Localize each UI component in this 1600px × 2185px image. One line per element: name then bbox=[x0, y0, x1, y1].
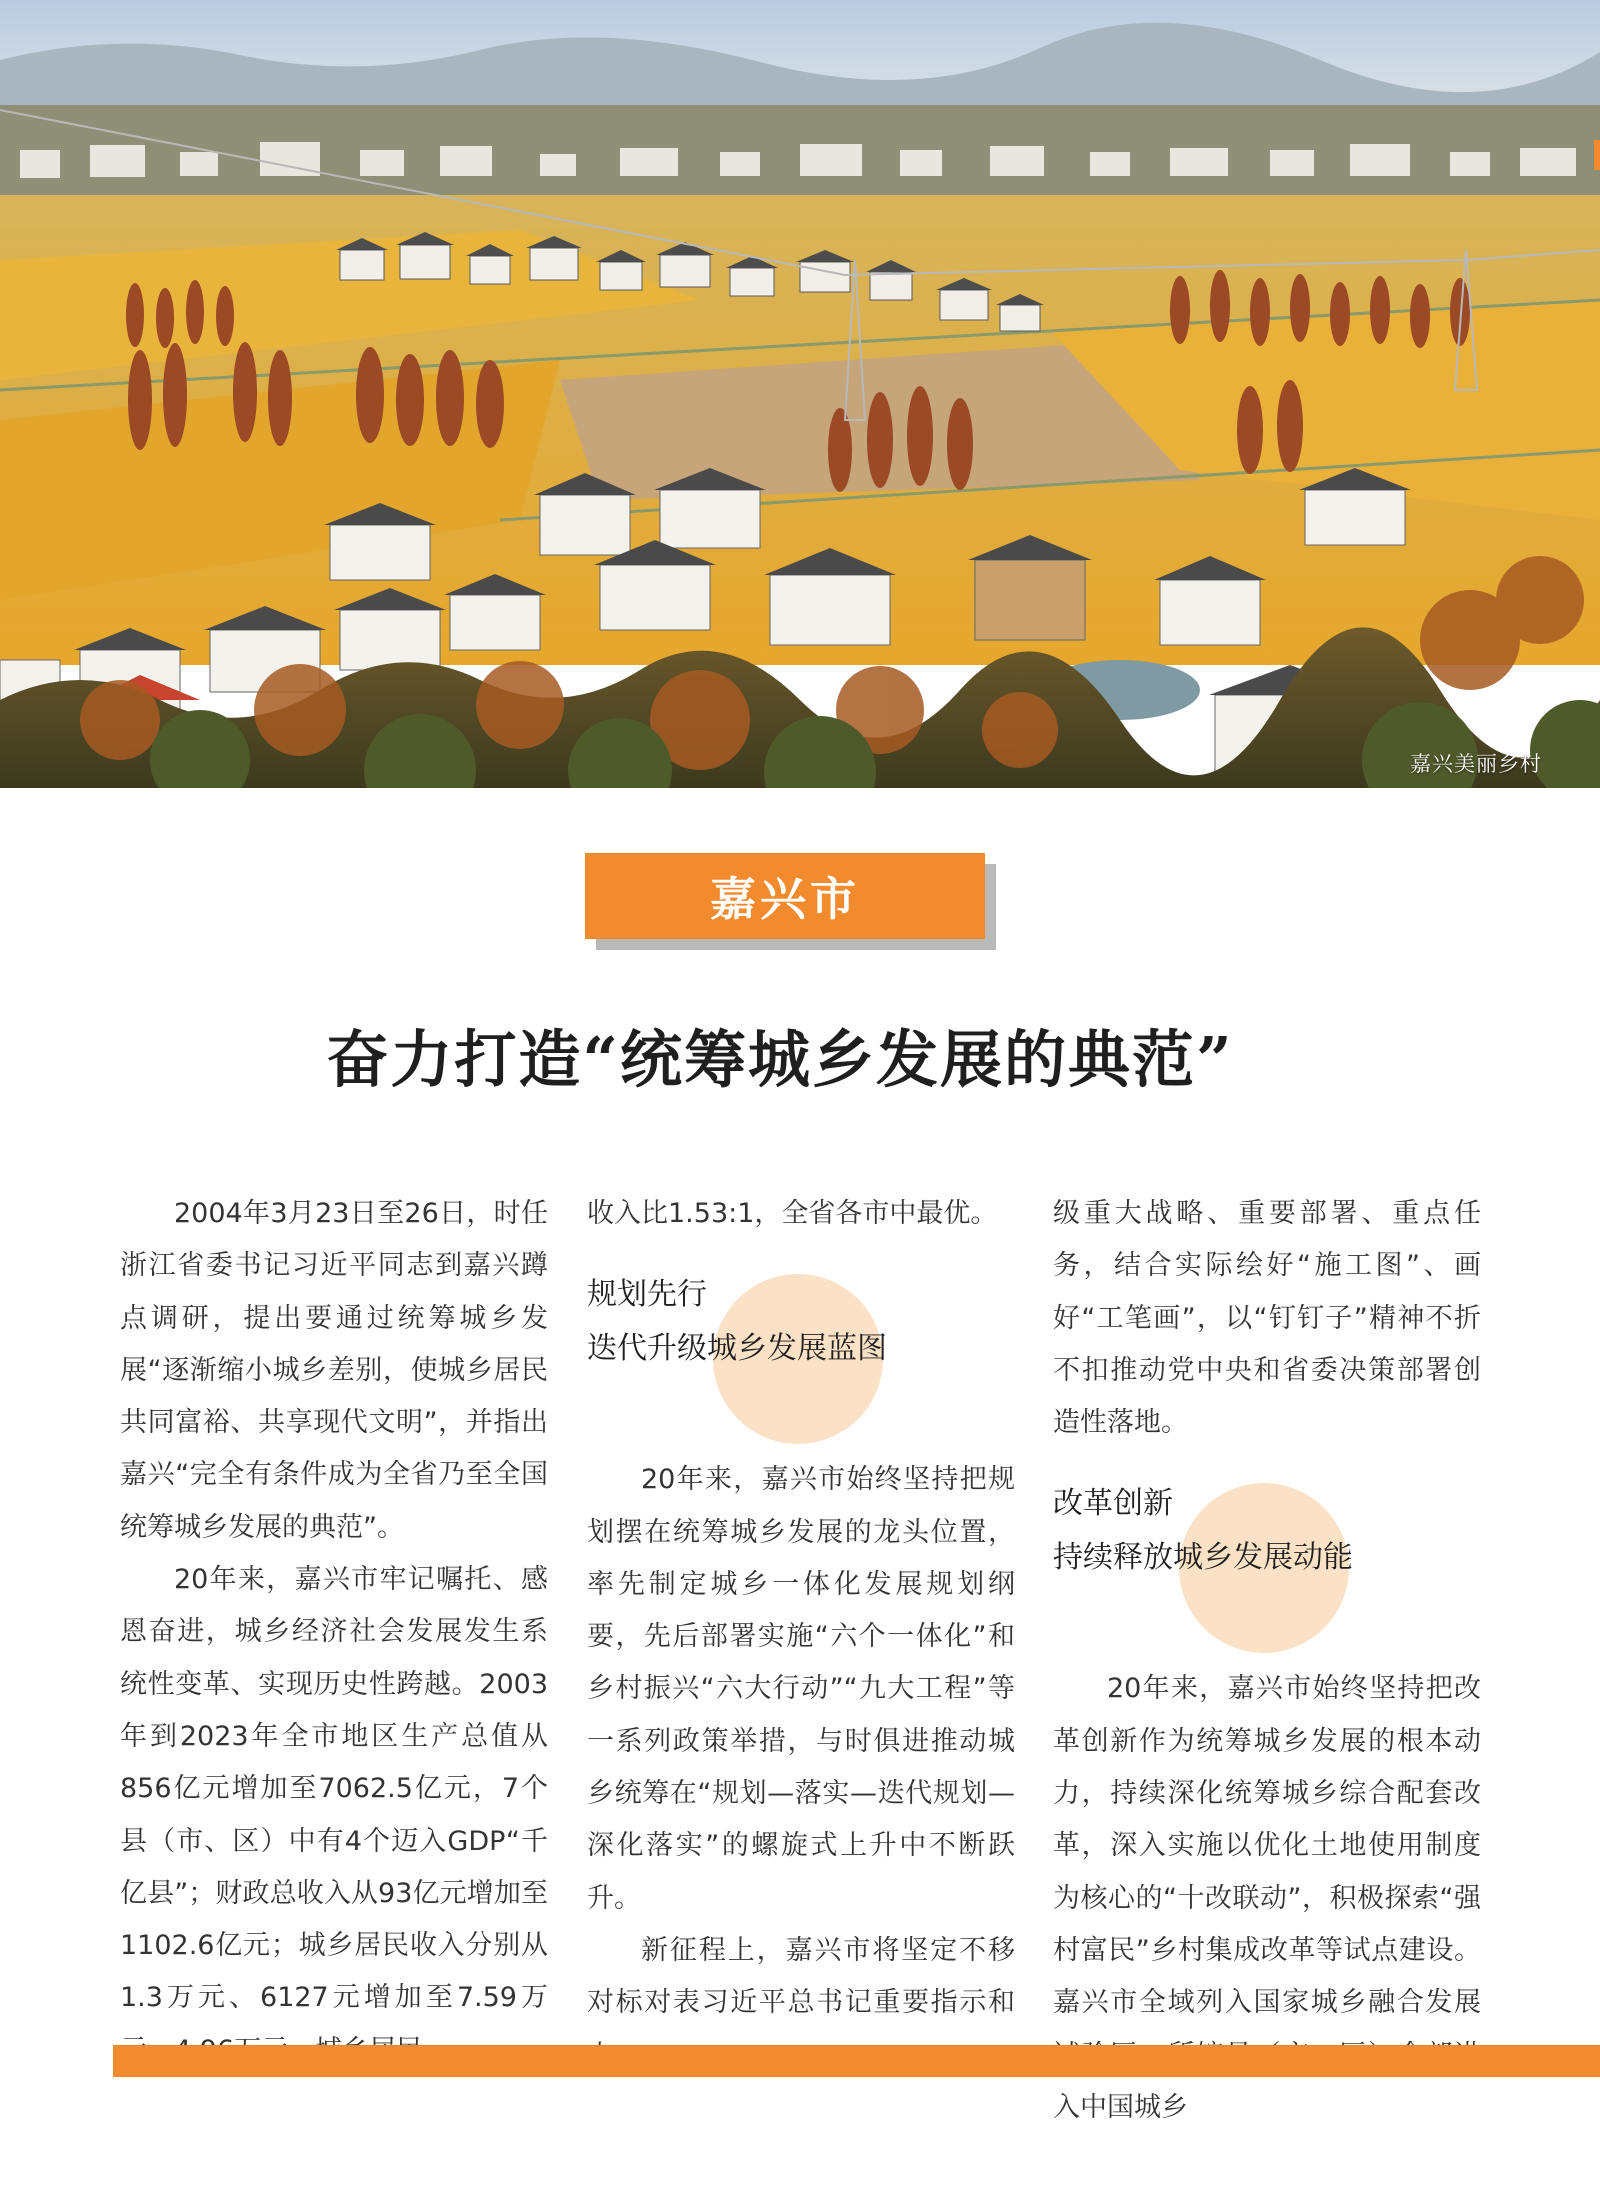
section-heading-planning bbox=[587, 1268, 1015, 1438]
section-heading-reform bbox=[1053, 1477, 1481, 1647]
article-title: 奋力打造“统筹城乡发展的典范” bbox=[326, 1023, 1234, 1096]
section-subtitle-line: 迭代升级城乡发展蓝图 bbox=[587, 1331, 887, 1367]
paragraph: 20年来，嘉兴市牢记嘱托、感恩奋进，城乡经济社会发展发生系统性变革、实现历史性跨越。2003年到2023年全市地区生产总值从856亿元增加至7062.5亿元，7个县（市、区）中有4个迈入GDP“千亿县”；财政总收入从93亿元增加至1102.6亿元；城乡居民收入分别从1.3万元、6127元增加至7.59万 bbox=[120, 1564, 548, 2014]
column-3 bbox=[1053, 1188, 1481, 2134]
hero-photo bbox=[0, 0, 1600, 788]
column-1 bbox=[120, 1188, 548, 2077]
paragraph-continuation: 级重大战略、重要部署、重点任务，结合实际绘好“施工图”、画好“工笔画”，以“钉钉子”精神不折不扣推动党中央和省委决策部署创造性落地。 bbox=[1053, 1198, 1481, 1439]
paragraph: 2004年3月23日至26日，时任浙江省委书记习近平同志到嘉兴蹲点调研，提出要通过统筹城乡发展“逐渐缩小城乡差别，使城乡居民共同富裕、共享现代文明”，并指出嘉兴“完全有条件成为全省乃至全国统筹城乡发展的典范”。 bbox=[120, 1198, 548, 1543]
village-landscape-illustration bbox=[0, 0, 1600, 788]
city-badge: 嘉兴市 bbox=[585, 853, 985, 939]
paragraph-continuation: 收入比1.53:1，全省各市中最优。 bbox=[587, 1198, 998, 1229]
paragraph: 20年来，嘉兴市始终坚持把规划摆在统筹城乡发展的龙头位置，率先制定城乡一体化发展规划纲要，先后部署实施“六个一体化”和乡村振兴“六大行动”“九大工程”等一系列政策举措，与时俱进推动城乡统筹在“规划—落实—迭代规划—深化落实”的螺旋式上升中不断跃升。 bbox=[587, 1464, 1015, 1914]
column-2 bbox=[587, 1188, 1015, 2082]
paragraph: 20年来，嘉兴市始终坚持把改革创新作为统筹城乡发展的根本动力，持续深化统筹城乡综合配套改革，深入实施以优化土地使用制度为核心的“十改联动”，积极探索“强村富民”乡村集成改革等试点建设。嘉兴市全域列入国家城乡融合发展 入中国城乡 bbox=[1053, 1673, 1481, 2123]
section-title-line: 改革创新 bbox=[1053, 1486, 1173, 1522]
section-subtitle-line: 持续释放城乡发展动能 bbox=[1053, 1540, 1353, 1576]
paragraph: 新征程上，嘉兴市将坚定不移对标对表习近平总书记重要指示和 bbox=[587, 1934, 1015, 2019]
edge-tab-marker bbox=[1594, 140, 1600, 170]
footer-accent-bar bbox=[113, 2045, 1600, 2077]
section-title-line: 规划先行 bbox=[587, 1277, 707, 1313]
photo-caption: 嘉兴美丽乡村 bbox=[1410, 752, 1542, 776]
